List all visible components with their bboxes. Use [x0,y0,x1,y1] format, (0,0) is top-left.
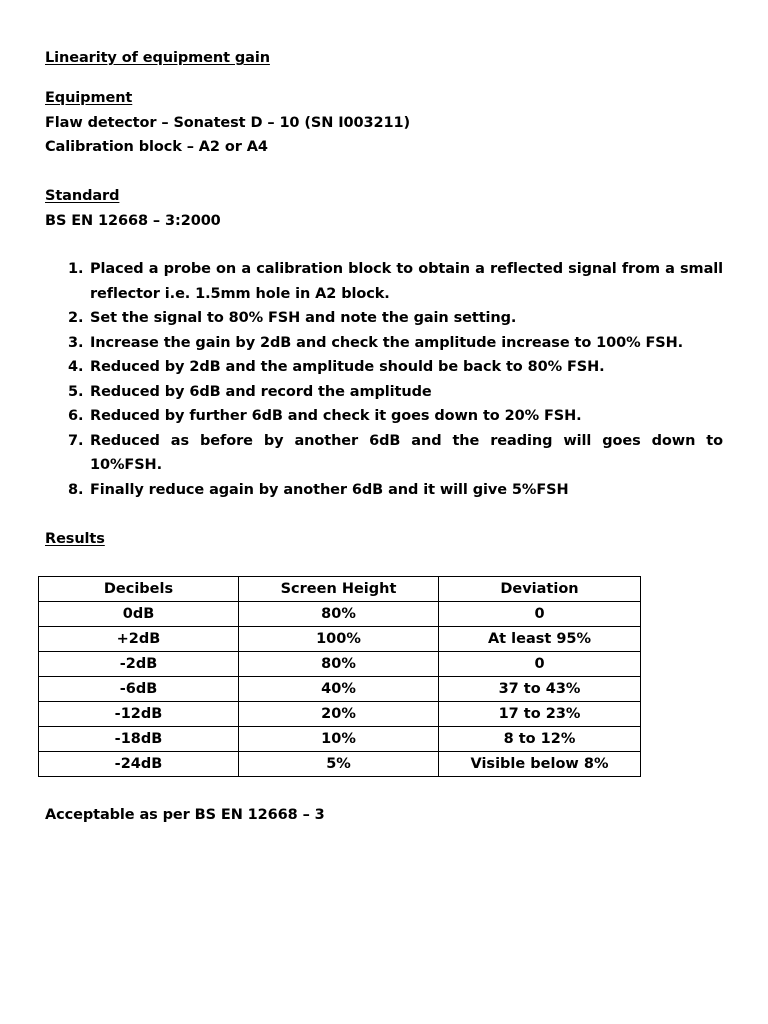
column-header-deviation: Deviation [439,577,641,602]
standard-section [45,184,221,233]
table-row [39,752,641,777]
table-row [39,627,641,652]
cell-screen-height: 80% [239,652,439,677]
cell-screen-height: 5% [239,752,439,777]
results-heading: Results [45,531,105,547]
procedure-step: Increase the gain by 2dB and check the amplitude increase to 100% FSH. [90,334,684,351]
procedure-step: Reduced by further 6dB and check it goes down to 20% FSH. [90,408,582,424]
table-row [39,702,641,727]
equipment-item: Calibration block – A2 or A4 [45,139,268,155]
procedure-step: Reduced by 2dB and the amplitude should be back to 80% FSH. [90,359,605,375]
column-header-screen-height: Screen Height [239,577,439,602]
table-row [39,652,641,677]
procedure-step: Reduced by 6dB and record the amplitude [90,383,432,400]
procedure-step: Placed a probe on a calibration block to obtain a reflected signal from a small reflector i.e. 1.5mm hole in A2 block. [90,261,723,302]
cell-decibels: -12dB [39,702,239,727]
cell-deviation: 17 to 23% [439,702,641,727]
cell-decibels: 0dB [39,602,239,627]
cell-deviation: 0 [439,652,641,677]
procedure-step: Set the signal to 80% FSH and note the gain setting. [90,310,517,326]
table-row [39,727,641,752]
cell-deviation: 0 [439,602,641,627]
cell-deviation: At least 95% [439,627,641,652]
cell-screen-height: 80% [239,602,439,627]
standard-heading: Standard [45,188,120,204]
table-header-row [39,577,641,602]
cell-decibels: -2dB [39,652,239,677]
cell-screen-height: 10% [239,727,439,752]
table-row [39,602,641,627]
cell-decibels: -6dB [39,677,239,702]
equipment-section [45,86,410,160]
cell-decibels: +2dB [39,627,239,652]
procedure-step: Finally reduce again by another 6dB and it will give 5%FSH [90,481,569,498]
cell-decibels: -18dB [39,727,239,752]
procedure-steps [68,257,723,502]
results-table [38,576,641,777]
cell-screen-height: 20% [239,702,439,727]
cell-screen-height: 100% [239,627,439,652]
table-row [39,677,641,702]
cell-deviation: 37 to 43% [439,677,641,702]
equipment-heading: Equipment [45,90,133,106]
standard-value: BS EN 12668 – 3:2000 [45,212,221,229]
equipment-item: Flaw detector – Sonatest D – 10 (SN I003211) [45,114,410,131]
conclusion-text: Acceptable as per BS EN 12668 – 3 [45,807,325,823]
cell-decibels: -24dB [39,752,239,777]
cell-deviation: Visible below 8% [439,752,641,777]
column-header-decibels: Decibels [39,577,239,602]
cell-screen-height: 40% [239,677,439,702]
cell-deviation: 8 to 12% [439,727,641,752]
procedure-step: Reduced as before by another 6dB and the reading will goes down to 10%FSH. [90,432,723,473]
document-title: Linearity of equipment gain [45,50,270,66]
